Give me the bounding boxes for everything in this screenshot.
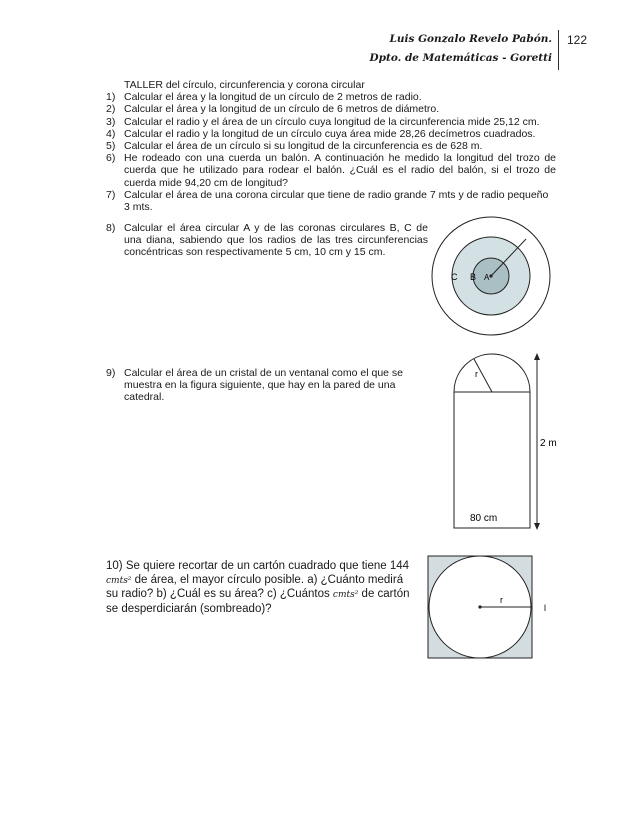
square-side-label: l xyxy=(544,603,546,613)
author-name: Luis Gonzalo Revelo Pabón. xyxy=(389,33,552,45)
problem-item: 6) He rodeado con una cuerda un balón. A continuación he medido la longitud del trozo de cuerda que he utilizado para rodear el balón. ¿Cuál es el radio del balón, si el trozo de cuerda mide 94,20 cm de longitud? xyxy=(106,152,556,189)
page-header xyxy=(370,30,552,68)
target-label-b: B xyxy=(470,272,477,282)
height-arrow-top xyxy=(534,353,540,360)
problem-item: 5) Calcular el área de un círculo si su longitud de la circunferencia es de 628 m. xyxy=(106,140,483,153)
problem-item-8: 8) Calcular el área circular A y de las coronas circulares B, C de una diana, sabiendo que los radios de las tres circunferencias concéntricas son respectivamente 5 cm, 10 cm y 15 cm. xyxy=(106,222,428,259)
worksheet-title: TALLER del círculo, circunferencia y corona circular xyxy=(124,79,365,91)
problem-item: 2) Calcular el área y la longitud de un círculo de 6 metros de diámetro. xyxy=(106,103,440,116)
problem-item: 3) Calcular el radio y el área de un círculo cuya longitud de la circunferencia mide 25,12 cm. xyxy=(106,115,540,128)
square-radius-label: r xyxy=(500,595,503,605)
target-center-dot xyxy=(489,274,492,277)
target-figure xyxy=(430,215,552,337)
window-radius-label: r xyxy=(475,369,478,379)
page-number: 122 xyxy=(558,30,587,70)
height-arrow-bottom xyxy=(534,523,540,530)
window-rectangle xyxy=(454,392,530,528)
target-label-a: A xyxy=(484,273,490,282)
problem-item-9: 9) Calcular el área de un cristal de un ventanal como el que se muestra en la figura siguiente, que hay en la pared de una catedral. xyxy=(106,367,403,404)
target-label-c: C xyxy=(451,272,458,282)
problem-item: 4) Calcular el radio y la longitud de un círculo cuya área mide 28,26 decímetros cuadrados. xyxy=(106,127,536,140)
circle-center-dot xyxy=(478,605,481,608)
department-name: Dpto. de Matemáticas - Goretti xyxy=(369,52,552,64)
problem-item-10: 10) Se quiere recortar de un cartón cuadrado que tiene 144 cmts² de área, el mayor círculo posible. a) ¿Cuánto medirá su radio? b) ¿Cuál es su área? c) ¿Cuántos cmts² de cartón se desperdiciarán (sombreado)? xyxy=(106,560,410,615)
window-arch xyxy=(454,354,530,392)
height-label: 2 m xyxy=(540,438,557,449)
unit-square-cm: cmts² xyxy=(106,575,132,586)
problem-item: 7) Calcular el área de una corona circular que tiene de radio grande 7 mts y de radio pequeño 3 mts. xyxy=(106,188,549,214)
square-circle-figure xyxy=(424,554,564,662)
window-figure xyxy=(440,350,565,535)
problem-list-top xyxy=(106,79,556,213)
problem-item: 1) Calcular el área y la longitud de un círculo de 2 metros de radio. xyxy=(106,91,422,104)
unit-square-cm: cmts² xyxy=(332,590,359,600)
width-label: 80 cm xyxy=(470,513,498,524)
